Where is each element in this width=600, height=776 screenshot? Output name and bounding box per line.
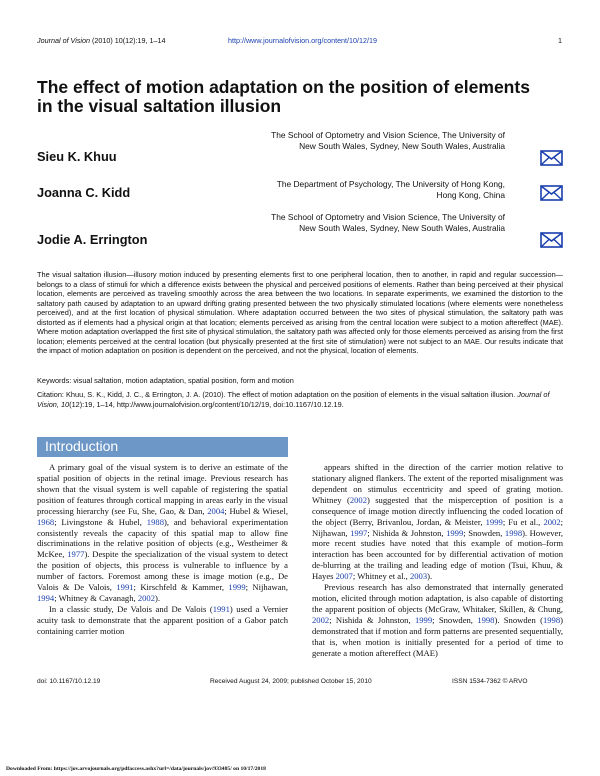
citation-link[interactable]: 1988 (146, 516, 164, 527)
citation-link[interactable]: 1991 (212, 603, 230, 614)
body-text: ) demonstrated that if motion and form patterns are presented sequentially, that is, when motion is initially presented for a period of time to generate a motion aftereffect (MAE) (312, 614, 563, 658)
page-number: 1 (558, 36, 562, 45)
citation-link[interactable]: 2002 (312, 614, 330, 625)
body-paragraph (37, 604, 288, 637)
citation-link[interactable]: 2002 (349, 494, 367, 505)
citation-link[interactable]: 2002 (137, 593, 155, 604)
body-paragraph (37, 462, 288, 604)
citation-link[interactable]: 1997 (350, 527, 368, 538)
abstract: The visual saltation illusion—illusory motion induced by presenting elements first to one peripheral location, then to another, in rapid and regular succession—belongs to a class of stimuli for which a difference exists between the physical and perceived positions of elements. Rather than being perceived at their physical location, elements are perceived as traveling smoothly across the area between the two locations. In separate experiments, we examined the distortion to the saltatory path caused by adaptation to an upward drifting grating presented between the two physically stimulated locations (where elements were nonetheless perceived), and at the first location of physical stimulation. Where adaptation occurred between the two sites of physical stimulation, the saltatory path was distorted as if elements had a physical origin at that location; elements perceived as arising from the central location were subject to a motion aftereffect (MAE). Where motion adaptation overlapped the first site of physical stimulation, the saltatory path was affected only for those elements perceived as arising from the first location; elements perceived at the central location (but physically presented at the first site of stimulation) were not subject to an MAE. Our results indicate that the impact of motion adaptation on position is dependent on the perceived, and not the physical, location of elements. (37, 270, 563, 356)
author-affiliation: The Department of Psychology, The University of Hong Kong, Hong Kong, China (276, 179, 505, 201)
body-text: ; Nishida & Johnston, (367, 527, 447, 538)
author-affiliation: The School of Optometry and Vision Science, The University of New South Wales, Sydney, New South Wales, Australia (271, 130, 505, 152)
body-text: ; Nishida & Johnston, (329, 614, 415, 625)
body-paragraph (312, 582, 563, 658)
citation-link[interactable]: 2004 (207, 505, 225, 516)
citation-link[interactable]: 1999 (446, 527, 464, 538)
body-text: ) used a Vernier acuity task to demonstrate that the apparent position of a Gabor patch containing carrier motion (37, 603, 288, 636)
citation-link[interactable]: 2002 (543, 516, 561, 527)
body-text: ; Whitney & Cavanagh, (54, 593, 138, 604)
citation-link[interactable]: 1994 (37, 593, 55, 604)
keywords-label: Keywords: (37, 376, 72, 385)
running-header-journal (37, 36, 166, 45)
citation-journal: Journal of Vision, 10 (37, 390, 550, 409)
body-paragraph (312, 462, 563, 582)
email-icon[interactable] (540, 185, 563, 201)
citation-tail: (12):19, 1–14, http://www.journalofvision.org/content/10/12/19, doi:10.1167/10.12.19. (69, 399, 344, 409)
author-name: Jodie A. Errington (37, 232, 148, 247)
keywords (37, 376, 563, 385)
keywords-text: visual saltation, motion adaptation, spatial position, form and motion (73, 376, 294, 385)
citation-link[interactable]: 1968 (37, 516, 55, 527)
author-name: Joanna C. Kidd (37, 185, 131, 200)
author-affiliation: The School of Optometry and Vision Science, The University of New South Wales, Sydney, New South Wales, Australia (271, 212, 505, 234)
citation-link[interactable]: 1999 (414, 614, 433, 625)
citation-link[interactable]: 1998 (542, 614, 561, 625)
body-column-left (37, 462, 288, 637)
citation-link[interactable]: 1999 (485, 516, 503, 527)
article-title: The effect of motion adaptation on the position of elements in the visual saltation illusion (37, 77, 530, 116)
citation-link[interactable]: 2003 (409, 571, 428, 582)
body-text: ; Fu et al., (502, 516, 544, 527)
journal-citation: (2010) 10(12):19, 1–14 (92, 36, 166, 45)
citation-link[interactable]: 1999 (228, 582, 246, 593)
citation-label: Citation: (37, 390, 64, 399)
section-header-bar (37, 437, 288, 457)
citation-link[interactable]: 1998 (477, 614, 495, 625)
body-text: ). (427, 571, 433, 582)
email-icon[interactable] (540, 232, 563, 248)
footer-received: Received August 24, 2009; published October 15, 2010 (210, 678, 372, 685)
body-text: In a classic study, De Valois and De Valois ( (49, 603, 213, 614)
body-text: ; Snowden, (463, 527, 505, 538)
journal-name: Journal of Vision (37, 36, 91, 45)
body-text: Previous research has also demonstrated that internally generated motion, elicited through motion adaptation, is also capable of distorting the apparent position of objects (McGraw, Whitaker, Skillen, & Chung, (312, 582, 563, 614)
body-text: ; Nijhawan, (245, 582, 288, 593)
citation-link[interactable]: 1998 (504, 527, 523, 538)
download-notice: Downloaded From: https://jov.arvojournals.org/pdfaccess.ashx?url=/data/journals/jov/933485/ on 10/17/2018 (6, 766, 266, 772)
body-text: ; Livingstone & Hubel, (54, 516, 147, 527)
citation-link[interactable]: 1991 (116, 582, 134, 593)
body-text: ). Snowden ( (494, 614, 543, 625)
citation-text: Khuu, S. K., Kidd, J. C., & Errington, J. A. (2010). The effect of motion adaptation on the position of elements in the visual saltation illusion. (66, 390, 516, 399)
body-text: ). However, more recent studies have noted that this example of motion–form interaction has been accounted for by differential activation of motion de-blurring at the trailing and leading edge of motion (Tsui, Khuu, & Hayes (312, 527, 563, 582)
footer-issn: ISSN 1534-7362 © ARVO (452, 678, 528, 685)
article-url-link[interactable]: http://www.journalofvision.org/content/10/12/19 (228, 36, 378, 45)
body-text: appears shifted in the direction of the carrier motion relative to stationary aligned flankers. The extent of the reported misalignment was dependent on stimulus eccentricity and speed of grating motion. Whitney ( (312, 462, 563, 505)
body-text: ; Whitney et al., (352, 571, 410, 582)
email-icon[interactable] (540, 150, 563, 166)
footer-doi: doi: 10.1167/10.12.19 (37, 678, 101, 685)
body-text: ; Snowden, (432, 614, 478, 625)
body-text: ; Kirschfeld & Kammer, (133, 582, 229, 593)
body-text: ), and behavioral experimentation consistently reveals the capacity of this spatial map to allow fine discriminations in the relative position of objects (e.g., Westheimer & McKee, (37, 516, 288, 560)
citation-link[interactable]: 2007 (335, 571, 353, 582)
body-column-right (312, 462, 563, 659)
section-title: Introduction (45, 438, 119, 454)
citation (37, 390, 563, 409)
author-name: Sieu K. Khuu (37, 149, 117, 164)
citation-link[interactable]: 1977 (67, 549, 85, 560)
body-text: ) suggested that the misperception of position is a consequence of image motion directly influencing the coded location of the object (Berry, Brivanlou, Jordan, & Meister, (312, 494, 563, 527)
body-text: ; Hubel & Wiesel, (224, 505, 288, 516)
body-text: ; Nijhawan, (312, 516, 564, 538)
body-text: ). (155, 593, 161, 604)
body-text: A primary goal of the visual system is to derive an estimate of the spatial position of objects in the retinal image. Previous research has shown that the visual system is well capable of registering the spatial position of features through cortical mapping in areas early in the visual processing hierarchy (see Fu, She, Gao, & Dan, (37, 462, 288, 516)
body-text: ). Despite the specialization of the visual system to detect the position of objects, this process is vulnerable to influence by a number of factors. Foremost among these is image motion (e.g., De Valois & De Valois, (37, 549, 288, 593)
